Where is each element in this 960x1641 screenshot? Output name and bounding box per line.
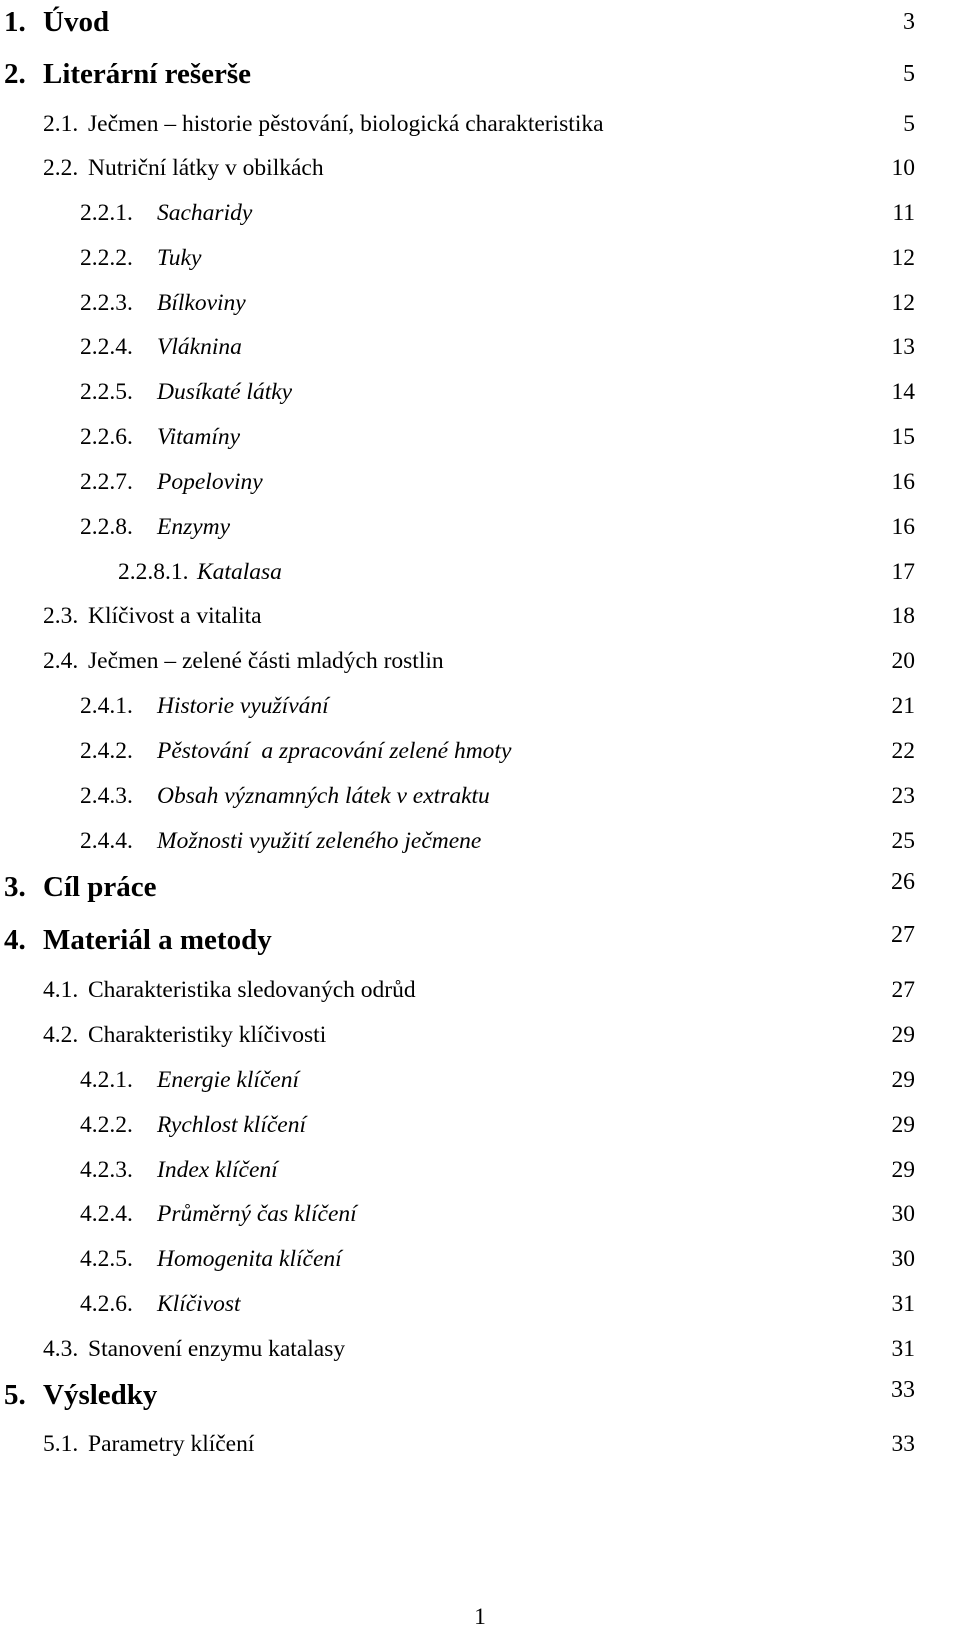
toc-entry-number: 4.	[4, 924, 26, 956]
toc-entry-title: Ječmen – historie pěstování, biologická charakteristika	[88, 111, 604, 137]
toc-entry-title: Vitamíny	[157, 424, 241, 450]
toc-entry	[0, 686, 960, 726]
toc-entry-number: 1.	[4, 6, 26, 38]
toc-entry-title: Vláknina	[157, 334, 242, 360]
toc-entry	[0, 1015, 960, 1055]
toc-entry-title: Parametry klíčení	[88, 1431, 255, 1457]
toc-entry-title: Cíl práce	[43, 871, 157, 903]
toc-entry-number: 2.4.4.	[80, 828, 133, 854]
toc-entry-title: Tuky	[157, 245, 202, 271]
toc-entry-number: 5.1.	[43, 1431, 79, 1457]
toc-entry	[0, 193, 960, 233]
toc-entry-number: 2.2.8.1.	[118, 559, 189, 585]
toc-entry	[0, 148, 960, 188]
toc-entry-page: 22	[891, 738, 915, 764]
toc-entry-page: 15	[891, 424, 915, 450]
toc-entry-page: 33	[891, 1377, 915, 1403]
toc-entry-page: 26	[891, 869, 915, 895]
toc-entry	[0, 1105, 960, 1145]
toc-entry	[0, 507, 960, 547]
toc-entry-title: Klíčivost	[157, 1291, 241, 1317]
toc-entry-page: 29	[891, 1112, 915, 1138]
toc-entry	[0, 104, 960, 144]
toc-entry-page: 11	[892, 200, 915, 226]
toc-entry-page: 21	[891, 693, 915, 719]
toc-entry	[0, 776, 960, 816]
toc-entry-page: 30	[891, 1201, 915, 1227]
toc-entry	[0, 1329, 960, 1369]
toc-entry-number: 2.2.5.	[80, 379, 133, 405]
toc-entry-number: 3.	[4, 871, 26, 903]
toc-entry-title: Katalasa	[197, 559, 282, 585]
toc-entry-number: 2.1.	[43, 111, 79, 137]
toc-entry-title: Výsledky	[43, 1379, 158, 1411]
toc-entry	[0, 920, 960, 960]
toc-entry-title: Historie využívání	[157, 693, 329, 719]
toc-entry-number: 2.	[4, 58, 26, 90]
toc-entry-page: 29	[891, 1157, 915, 1183]
toc-entry-page: 33	[891, 1431, 915, 1457]
toc-entry-title: Energie klíčení	[157, 1067, 300, 1093]
toc-entry-page: 20	[891, 648, 915, 674]
toc-entry-number: 4.2.5.	[80, 1246, 133, 1272]
toc-entry-title: Stanovení enzymu katalasy	[88, 1336, 346, 1362]
toc-entry	[0, 1239, 960, 1279]
toc-entry-title: Průměrný čas klíčení	[157, 1201, 357, 1227]
toc-entry	[0, 731, 960, 771]
toc-entry-title: Charakteristiky klíčivosti	[88, 1022, 327, 1048]
toc-entry-page: 12	[891, 290, 915, 316]
toc-entry-number: 2.2.1.	[80, 200, 133, 226]
toc-entry-page: 30	[891, 1246, 915, 1272]
toc-entry	[0, 970, 960, 1010]
toc-entry-number: 2.2.4.	[80, 334, 133, 360]
toc-entry-number: 2.4.2.	[80, 738, 133, 764]
toc-entry	[0, 1060, 960, 1100]
toc-entry-page: 13	[891, 334, 915, 360]
toc-entry-page: 29	[891, 1067, 915, 1093]
toc-entry-page: 25	[891, 828, 915, 854]
toc-entry-number: 4.2.6.	[80, 1291, 133, 1317]
toc-entry-title: Literární rešerše	[43, 58, 252, 90]
toc-entry-page: 10	[891, 155, 915, 181]
toc-entry-number: 4.2.3.	[80, 1157, 133, 1183]
toc-entry-title: Nutriční látky v obilkách	[88, 155, 324, 181]
toc-entry	[0, 821, 960, 861]
toc-entry	[0, 1375, 960, 1415]
toc-entry-title: Sacharidy	[157, 200, 253, 226]
toc-entry	[0, 641, 960, 681]
toc-entry	[0, 596, 960, 636]
toc-entry-page: 14	[891, 379, 915, 405]
toc-entry-number: 2.2.3.	[80, 290, 133, 316]
toc-entry-number: 2.3.	[43, 603, 79, 629]
toc-entry	[0, 1194, 960, 1234]
toc-entry	[0, 238, 960, 278]
toc-entry-title: Homogenita klíčení	[157, 1246, 342, 1272]
toc-entry-number: 4.3.	[43, 1336, 79, 1362]
toc-entry-page: 27	[891, 922, 915, 948]
toc-entry-page: 16	[891, 469, 915, 495]
toc-entry-number: 4.2.	[43, 1022, 79, 1048]
toc-entry-title: Ječmen – zelené části mladých rostlin	[88, 648, 444, 674]
toc-entry-title: Úvod	[43, 6, 110, 38]
toc-entry	[0, 1424, 960, 1464]
toc-entry-number: 4.2.2.	[80, 1112, 133, 1138]
toc-entry-page: 5	[903, 111, 915, 137]
toc-entry-number: 2.4.	[43, 648, 79, 674]
toc-entry-number: 4.2.1.	[80, 1067, 133, 1093]
toc-entry-title: Materiál a metody	[43, 924, 272, 956]
toc-entry-title: Možnosti využití zeleného ječmene	[157, 828, 482, 854]
toc-entry	[0, 283, 960, 323]
toc-entry	[0, 54, 960, 94]
toc-entry	[0, 552, 960, 592]
toc-entry-page: 23	[891, 783, 915, 809]
toc-entry	[0, 1284, 960, 1324]
toc-entry-number: 5.	[4, 1379, 26, 1411]
toc-entry	[0, 372, 960, 412]
toc-entry-page: 31	[891, 1291, 915, 1317]
toc-entry-title: Rychlost klíčení	[157, 1112, 306, 1138]
toc-entry-number: 2.2.7.	[80, 469, 133, 495]
toc-entry-page: 31	[891, 1336, 915, 1362]
toc-entry-title: Pěstování a zpracování zelené hmoty	[157, 738, 512, 764]
toc-entry-number: 2.4.1.	[80, 693, 133, 719]
page-number: 1	[474, 1604, 486, 1630]
toc-entry	[0, 1150, 960, 1190]
toc-entry-title: Enzymy	[157, 514, 231, 540]
toc-entry-title: Bílkoviny	[157, 290, 246, 316]
toc-entry-page: 18	[891, 603, 915, 629]
toc-entry-page: 12	[891, 245, 915, 271]
toc-entry-page: 3	[903, 9, 915, 35]
toc-entry-page: 16	[891, 514, 915, 540]
toc-entry-number: 2.2.2.	[80, 245, 133, 271]
toc-entry	[0, 462, 960, 502]
toc-entry-title: Index klíčení	[157, 1157, 278, 1183]
toc-entry-title: Dusíkaté látky	[157, 379, 293, 405]
toc-entry-page: 27	[891, 977, 915, 1003]
toc-entry-title: Popeloviny	[157, 469, 263, 495]
toc-entry-number: 2.2.8.	[80, 514, 133, 540]
toc-entry-number: 2.2.	[43, 155, 79, 181]
toc-entry-page: 5	[903, 61, 915, 87]
toc-entry-title: Klíčivost a vitalita	[88, 603, 262, 629]
toc-entry-number: 2.4.3.	[80, 783, 133, 809]
toc-entry-number: 4.1.	[43, 977, 79, 1003]
toc-entry-title: Charakteristika sledovaných odrůd	[88, 977, 416, 1003]
toc-entry-number: 2.2.6.	[80, 424, 133, 450]
toc-entry-title: Obsah významných látek v extraktu	[157, 783, 490, 809]
toc-entry-number: 4.2.4.	[80, 1201, 133, 1227]
toc-entry	[0, 867, 960, 907]
toc-entry	[0, 417, 960, 457]
toc-entry	[0, 2, 960, 42]
toc-entry	[0, 327, 960, 367]
toc-entry-page: 29	[891, 1022, 915, 1048]
toc-entry-page: 17	[891, 559, 915, 585]
